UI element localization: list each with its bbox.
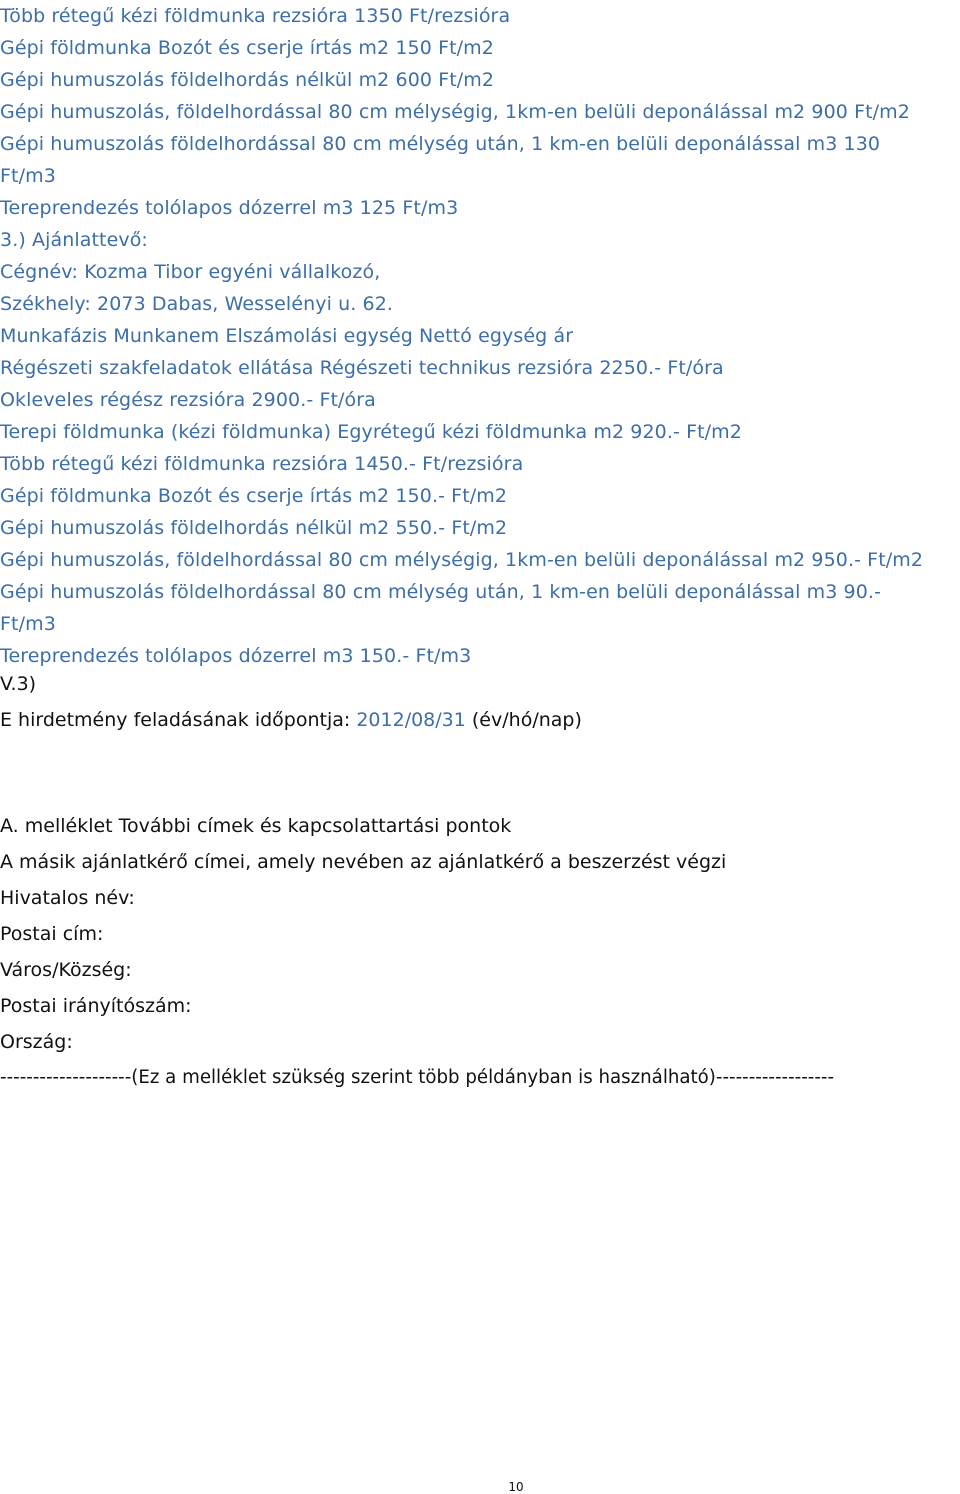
price-list-original [0,0,960,672]
annex-field-official-name: Hivatalos név: [0,887,135,909]
price-line: Gépi földmunka Bozót és cserje írtás m2 150.- Ft/m2 [0,485,508,507]
bidder-seat: Székhely: 2073 Dabas, Wesselényi u. 62. [0,293,394,315]
bidder-heading: 3.) Ajánlattevő: [0,229,148,251]
price-line-continuation: Ft/m3 [0,613,56,635]
publication-date-format: (év/hó/nap) [465,709,582,731]
annex-field-country: Ország: [0,1031,73,1053]
page-number: 10 [508,1480,524,1494]
bidder-company: Cégnév: Kozma Tibor egyéni vállalkozó, [0,261,381,283]
price-line: Régészeti szakfeladatok ellátása Régészeti technikus rezsióra 2250.- Ft/óra [0,357,724,379]
price-line: Több rétegű kézi földmunka rezsióra 1450.- Ft/rezsióra [0,453,524,475]
price-line: Okleveles régész rezsióra 2900.- Ft/óra [0,389,376,411]
price-line: Több rétegű kézi földmunka rezsióra 1350 Ft/rezsióra [0,5,511,27]
publication-date-line [0,702,960,738]
price-line: Tereprendezés tolólapos dózerrel m3 150.- Ft/m3 [0,645,472,667]
price-line: Gépi humuszolás, földelhordással 80 cm mélységig, 1km-en belüli deponálással m2 950.- Ft/m2 [0,549,924,571]
price-line-continuation: Ft/m3 [0,165,56,187]
annex-separator: --------------------(Ez a melléklet szükség szerint több példányban is használható)------------------ [0,1067,835,1088]
price-line: Tereprendezés tolólapos dózerrel m3 125 Ft/m3 [0,197,459,219]
price-line: Gépi humuszolás földelhordással 80 cm mélység után, 1 km-en belüli deponálással m3 130 [0,133,881,155]
price-line: Gépi humuszolás földelhordás nélkül m2 550.- Ft/m2 [0,517,508,539]
price-table-header: Munkafázis Munkanem Elszámolási egység Nettó egység ár [0,325,574,347]
annex-title: A. melléklet További címek és kapcsolattartási pontok [0,815,512,837]
price-line: Terepi földmunka (kézi földmunka) Egyrétegű kézi földmunka m2 920.- Ft/m2 [0,421,742,443]
price-line: Gépi humuszolás, földelhordással 80 cm mélységig, 1km-en belüli deponálással m2 900 Ft/m2 [0,101,910,123]
price-line: Gépi humuszolás földelhordás nélkül m2 600 Ft/m2 [0,69,495,91]
annex-field-postal-address: Postai cím: [0,923,104,945]
publication-date-label: E hirdetmény feladásának időpontja: [0,709,357,731]
price-line: Gépi földmunka Bozót és cserje írtás m2 150 Ft/m2 [0,37,494,59]
annex-field-postal-code: Postai irányítószám: [0,995,192,1017]
annex-a [0,808,960,1096]
publication-date-value: 2012/08/31 [356,709,466,731]
annex-subtitle: A másik ajánlatkérő címei, amely nevében az ajánlatkérő a beszerzést végzi [0,851,727,873]
price-line: Gépi humuszolás földelhordással 80 cm mélység után, 1 km-en belüli deponálással m3 90.- [0,581,882,603]
section-v3 [0,666,960,738]
annex-field-city: Város/Község: [0,959,132,981]
section-number: V.3) [0,673,37,695]
